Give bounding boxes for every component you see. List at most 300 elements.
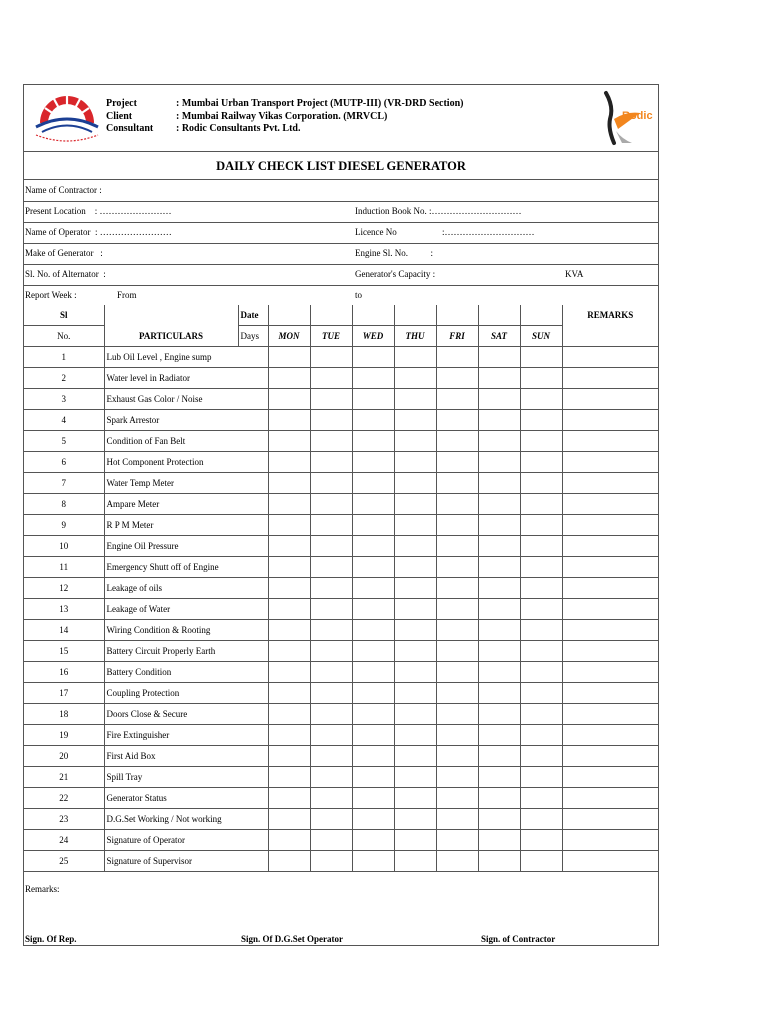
check-cell[interactable]: [268, 536, 310, 557]
check-cell[interactable]: [268, 767, 310, 788]
check-cell[interactable]: [352, 788, 394, 809]
check-cell[interactable]: [310, 494, 352, 515]
check-cell[interactable]: [520, 851, 562, 872]
check-cell[interactable]: [310, 473, 352, 494]
check-cell[interactable]: [478, 641, 520, 662]
check-cell[interactable]: [436, 368, 478, 389]
check-cell[interactable]: [436, 452, 478, 473]
check-cell[interactable]: [352, 431, 394, 452]
mrvc-logo-icon: [28, 89, 106, 147]
check-cell[interactable]: [310, 368, 352, 389]
check-cell[interactable]: [310, 347, 352, 368]
check-cell[interactable]: [520, 473, 562, 494]
check-cell[interactable]: [436, 851, 478, 872]
check-cell[interactable]: [352, 746, 394, 767]
check-cell[interactable]: [268, 515, 310, 536]
check-cell[interactable]: [352, 452, 394, 473]
check-cell[interactable]: [520, 494, 562, 515]
days-header: Days: [238, 326, 268, 347]
row-particular: Engine Oil Pressure: [104, 536, 268, 557]
check-cell[interactable]: [268, 452, 310, 473]
table-row: [24, 578, 658, 599]
sign-operator-line: [238, 945, 396, 946]
row-particular: Battery Circuit Properly Earth: [104, 641, 268, 662]
check-cell[interactable]: [436, 641, 478, 662]
project-label: Project: [106, 98, 137, 109]
check-cell[interactable]: [520, 620, 562, 641]
info-row-contractor: [24, 180, 658, 202]
check-cell[interactable]: [436, 599, 478, 620]
row-number: 25: [24, 851, 104, 872]
check-cell[interactable]: [520, 431, 562, 452]
check-cell[interactable]: [478, 767, 520, 788]
check-cell[interactable]: [436, 746, 478, 767]
check-cell[interactable]: [394, 683, 436, 704]
row-particular: Emergency Shutt off of Engine: [104, 557, 268, 578]
client-label: Client: [106, 110, 133, 122]
row-particular: Leakage of oils: [104, 578, 268, 599]
check-cell[interactable]: [352, 494, 394, 515]
check-cell[interactable]: [352, 641, 394, 662]
check-cell[interactable]: [394, 431, 436, 452]
check-cell[interactable]: [352, 851, 394, 872]
day-tue: TUE: [310, 326, 352, 347]
row-remarks-cell[interactable]: [562, 410, 658, 431]
check-cell[interactable]: [478, 494, 520, 515]
check-cell[interactable]: [352, 683, 394, 704]
check-cell[interactable]: [478, 620, 520, 641]
check-cell[interactable]: [352, 725, 394, 746]
check-cell[interactable]: [478, 536, 520, 557]
table-row: [24, 662, 658, 683]
day-mon: MON: [268, 326, 310, 347]
check-cell[interactable]: [310, 410, 352, 431]
table-row: [24, 683, 658, 704]
day-sat: SAT: [478, 326, 520, 347]
check-cell[interactable]: [394, 473, 436, 494]
table-row: [24, 620, 658, 641]
table-row: [24, 641, 658, 662]
check-cell[interactable]: [436, 662, 478, 683]
check-cell[interactable]: [310, 662, 352, 683]
check-cell[interactable]: [394, 452, 436, 473]
sl-no-header: No.: [24, 326, 104, 347]
check-cell[interactable]: [478, 725, 520, 746]
check-cell[interactable]: [268, 704, 310, 725]
check-cell[interactable]: [310, 746, 352, 767]
sign-rep-label: Sign. Of Rep.: [25, 934, 77, 944]
row-number: 1: [24, 347, 104, 368]
check-cell[interactable]: [436, 620, 478, 641]
row-particular: First Aid Box: [104, 746, 268, 767]
day-sun: SUN: [520, 326, 562, 347]
consultant-value: : Rodic Consultants Pvt. Ltd.: [176, 123, 301, 134]
row-number: 15: [24, 641, 104, 662]
check-cell[interactable]: [394, 557, 436, 578]
client-value: : Mumbai Railway Vikas Corporation. (MRVCL): [176, 110, 388, 122]
row-particular: Fire Extinguisher: [104, 725, 268, 746]
row-remarks-cell[interactable]: [562, 704, 658, 725]
check-cell[interactable]: [310, 851, 352, 872]
check-cell[interactable]: [520, 536, 562, 557]
table-row: [24, 347, 658, 368]
row-remarks-cell[interactable]: [562, 662, 658, 683]
check-cell[interactable]: [436, 557, 478, 578]
check-cell[interactable]: [478, 809, 520, 830]
row-number: 3: [24, 389, 104, 410]
check-cell[interactable]: [394, 515, 436, 536]
check-cell[interactable]: [520, 557, 562, 578]
table-row: [24, 599, 658, 620]
capacity-label: Generator's Capacity :: [355, 269, 436, 279]
engine-sl-field: Engine Sl. No. :: [355, 248, 433, 258]
check-cell[interactable]: [268, 473, 310, 494]
check-cell[interactable]: [268, 410, 310, 431]
check-cell[interactable]: [352, 599, 394, 620]
check-cell[interactable]: [310, 515, 352, 536]
check-cell[interactable]: [352, 620, 394, 641]
capacity-unit: KVA: [565, 269, 584, 279]
generator-make-field: Make of Generator :: [25, 248, 103, 258]
check-cell[interactable]: [352, 473, 394, 494]
check-cell[interactable]: [352, 368, 394, 389]
check-cell[interactable]: [352, 389, 394, 410]
check-cell[interactable]: [478, 683, 520, 704]
check-cell[interactable]: [310, 767, 352, 788]
check-cell[interactable]: [520, 809, 562, 830]
row-remarks-cell[interactable]: [562, 830, 658, 851]
check-cell[interactable]: [310, 788, 352, 809]
row-number: 18: [24, 704, 104, 725]
row-particular: Generator Status: [104, 788, 268, 809]
check-cell[interactable]: [394, 788, 436, 809]
check-cell[interactable]: [478, 557, 520, 578]
check-cell[interactable]: [520, 410, 562, 431]
check-cell[interactable]: [394, 809, 436, 830]
check-cell[interactable]: [310, 641, 352, 662]
row-particular: Hot Component Protection: [104, 452, 268, 473]
remarks-label: Remarks:: [25, 884, 60, 894]
sign-contractor-label: Sign. of Contractor: [481, 934, 556, 944]
row-remarks-cell[interactable]: [562, 851, 658, 872]
check-cell[interactable]: [436, 809, 478, 830]
row-number: 8: [24, 494, 104, 515]
check-cell[interactable]: [520, 830, 562, 851]
row-particular: Coupling Protection: [104, 683, 268, 704]
info-row-week: [24, 285, 658, 306]
check-cell[interactable]: [394, 347, 436, 368]
check-cell[interactable]: [268, 494, 310, 515]
check-cell[interactable]: [352, 809, 394, 830]
check-cell[interactable]: [352, 515, 394, 536]
check-cell[interactable]: [268, 599, 310, 620]
check-cell[interactable]: [436, 725, 478, 746]
check-cell[interactable]: [268, 809, 310, 830]
day-wed: WED: [352, 326, 394, 347]
licence-value: :…………………………: [442, 227, 535, 237]
particulars-header: PARTICULARS: [104, 326, 238, 347]
check-cell[interactable]: [520, 599, 562, 620]
row-remarks-cell[interactable]: [562, 599, 658, 620]
check-cell[interactable]: [352, 536, 394, 557]
row-remarks-cell[interactable]: [562, 557, 658, 578]
document-title: DAILY CHECK LIST DIESEL GENERATOR: [24, 151, 658, 180]
check-cell[interactable]: [520, 704, 562, 725]
check-cell[interactable]: [268, 347, 310, 368]
check-cell[interactable]: [520, 641, 562, 662]
info-row-alternator: [24, 264, 658, 286]
check-cell[interactable]: [268, 725, 310, 746]
row-number: 6: [24, 452, 104, 473]
check-cell[interactable]: [352, 662, 394, 683]
check-cell[interactable]: [310, 683, 352, 704]
check-cell[interactable]: [268, 557, 310, 578]
check-cell[interactable]: [394, 830, 436, 851]
check-cell[interactable]: [394, 620, 436, 641]
row-number: 21: [24, 767, 104, 788]
check-cell[interactable]: [310, 536, 352, 557]
row-number: 9: [24, 515, 104, 536]
check-cell[interactable]: [394, 704, 436, 725]
check-cell[interactable]: [352, 557, 394, 578]
check-cell[interactable]: [478, 662, 520, 683]
check-cell[interactable]: [478, 578, 520, 599]
check-cell[interactable]: [520, 347, 562, 368]
check-cell[interactable]: [436, 473, 478, 494]
check-cell[interactable]: [394, 725, 436, 746]
row-remarks-cell[interactable]: [562, 641, 658, 662]
table-row: [24, 494, 658, 515]
check-cell[interactable]: [268, 683, 310, 704]
check-cell[interactable]: [268, 788, 310, 809]
report-week-from: From: [117, 290, 137, 300]
check-cell[interactable]: [394, 368, 436, 389]
check-cell[interactable]: [394, 410, 436, 431]
check-cell[interactable]: [268, 389, 310, 410]
check-cell[interactable]: [436, 410, 478, 431]
row-number: 17: [24, 683, 104, 704]
check-cell[interactable]: [478, 515, 520, 536]
row-remarks-cell[interactable]: [562, 767, 658, 788]
row-remarks-cell[interactable]: [562, 725, 658, 746]
check-cell[interactable]: [436, 830, 478, 851]
check-cell[interactable]: [520, 788, 562, 809]
row-number: 10: [24, 536, 104, 557]
row-remarks-cell[interactable]: [562, 431, 658, 452]
check-cell[interactable]: [310, 389, 352, 410]
check-cell[interactable]: [268, 641, 310, 662]
row-remarks-cell[interactable]: [562, 473, 658, 494]
alternator-sl-field: Sl. No. of Alternator :: [25, 269, 106, 279]
row-number: 2: [24, 368, 104, 389]
check-cell[interactable]: [478, 452, 520, 473]
row-number: 4: [24, 410, 104, 431]
check-cell[interactable]: [478, 389, 520, 410]
check-cell[interactable]: [352, 410, 394, 431]
check-cell[interactable]: [478, 410, 520, 431]
check-cell[interactable]: [310, 452, 352, 473]
row-remarks-cell[interactable]: [562, 389, 658, 410]
check-cell[interactable]: [478, 368, 520, 389]
info-row-location: [24, 201, 658, 223]
row-remarks-cell[interactable]: [562, 809, 658, 830]
check-cell[interactable]: [310, 809, 352, 830]
row-particular: Spill Tray: [104, 767, 268, 788]
check-cell[interactable]: [436, 788, 478, 809]
check-cell[interactable]: [436, 704, 478, 725]
check-cell[interactable]: [352, 578, 394, 599]
row-number: 23: [24, 809, 104, 830]
row-particular: Battery Condition: [104, 662, 268, 683]
row-number: 22: [24, 788, 104, 809]
project-value: : Mumbai Urban Transport Project (MUTP-III) (VR-DRD Section): [176, 98, 464, 109]
row-particular: Signature of Supervisor: [104, 851, 268, 872]
check-cell[interactable]: [478, 704, 520, 725]
check-cell[interactable]: [268, 578, 310, 599]
check-cell[interactable]: [436, 389, 478, 410]
row-remarks-cell[interactable]: [562, 746, 658, 767]
row-particular: Signature of Operator: [104, 830, 268, 851]
table-row: [24, 452, 658, 473]
row-number: 5: [24, 431, 104, 452]
checklist-rows: [24, 347, 658, 872]
row-number: 13: [24, 599, 104, 620]
check-cell[interactable]: [310, 578, 352, 599]
row-remarks-cell[interactable]: [562, 452, 658, 473]
check-cell[interactable]: [394, 662, 436, 683]
check-cell[interactable]: [478, 473, 520, 494]
check-cell[interactable]: [478, 347, 520, 368]
row-particular: Water Temp Meter: [104, 473, 268, 494]
check-cell[interactable]: [310, 620, 352, 641]
check-cell[interactable]: [352, 767, 394, 788]
document-header: [24, 85, 658, 152]
check-cell[interactable]: [394, 767, 436, 788]
check-cell[interactable]: [478, 431, 520, 452]
check-cell[interactable]: [436, 536, 478, 557]
check-cell[interactable]: [478, 788, 520, 809]
check-cell[interactable]: [478, 599, 520, 620]
row-number: 12: [24, 578, 104, 599]
check-cell[interactable]: [310, 557, 352, 578]
check-cell[interactable]: [394, 494, 436, 515]
check-cell[interactable]: [268, 368, 310, 389]
check-cell[interactable]: [478, 851, 520, 872]
row-particular: D.G.Set Working / Not working: [104, 809, 268, 830]
contractor-field: Name of Contractor :: [25, 185, 102, 195]
check-cell[interactable]: [520, 683, 562, 704]
sl-header: Sl: [24, 305, 104, 326]
row-remarks-cell[interactable]: [562, 494, 658, 515]
check-cell[interactable]: [394, 389, 436, 410]
check-cell[interactable]: [352, 347, 394, 368]
table-row: [24, 725, 658, 746]
licence-label: Licence No: [355, 227, 397, 237]
table-row: [24, 389, 658, 410]
check-cell[interactable]: [310, 830, 352, 851]
check-cell[interactable]: [520, 452, 562, 473]
check-cell[interactable]: [394, 599, 436, 620]
check-cell[interactable]: [394, 536, 436, 557]
row-remarks-cell[interactable]: [562, 578, 658, 599]
check-cell[interactable]: [268, 830, 310, 851]
check-cell[interactable]: [310, 725, 352, 746]
check-cell[interactable]: [394, 578, 436, 599]
check-cell[interactable]: [478, 830, 520, 851]
check-cell[interactable]: [520, 746, 562, 767]
day-fri: FRI: [436, 326, 478, 347]
check-cell[interactable]: [394, 851, 436, 872]
check-cell[interactable]: [520, 368, 562, 389]
check-cell[interactable]: [268, 662, 310, 683]
check-cell[interactable]: [352, 704, 394, 725]
checklist-sheet: [23, 84, 659, 946]
check-cell[interactable]: [520, 578, 562, 599]
check-cell[interactable]: [520, 515, 562, 536]
check-cell[interactable]: [520, 662, 562, 683]
sign-operator-label: Sign. Of D.G.Set Operator: [241, 934, 343, 944]
table-row: [24, 788, 658, 809]
check-cell[interactable]: [352, 830, 394, 851]
table-row: [24, 410, 658, 431]
row-remarks-cell[interactable]: [562, 536, 658, 557]
check-cell[interactable]: [268, 746, 310, 767]
table-row: [24, 746, 658, 767]
check-cell[interactable]: [436, 683, 478, 704]
check-cell[interactable]: [268, 431, 310, 452]
row-particular: Wiring Condition & Rooting: [104, 620, 268, 641]
row-remarks-cell[interactable]: [562, 788, 658, 809]
check-cell[interactable]: [268, 851, 310, 872]
report-week-to: to: [355, 290, 363, 300]
check-cell[interactable]: [436, 515, 478, 536]
check-cell[interactable]: [268, 620, 310, 641]
check-cell[interactable]: [394, 641, 436, 662]
check-cell[interactable]: [436, 431, 478, 452]
check-cell[interactable]: [310, 431, 352, 452]
table-header-row-2: [24, 326, 658, 347]
table-row: [24, 851, 658, 872]
check-cell[interactable]: [436, 494, 478, 515]
row-particular: Water level in Radiator: [104, 368, 268, 389]
report-week-label: Report Week :: [25, 290, 77, 300]
table-row: [24, 830, 658, 851]
day-thu: THU: [394, 326, 436, 347]
row-remarks-cell[interactable]: [562, 620, 658, 641]
check-cell[interactable]: [436, 767, 478, 788]
check-cell[interactable]: [520, 725, 562, 746]
row-number: 14: [24, 620, 104, 641]
row-remarks-cell[interactable]: [562, 347, 658, 368]
check-cell[interactable]: [520, 767, 562, 788]
row-number: 11: [24, 557, 104, 578]
check-cell[interactable]: [310, 599, 352, 620]
row-remarks-cell[interactable]: [562, 515, 658, 536]
check-cell[interactable]: [520, 389, 562, 410]
check-cell[interactable]: [310, 704, 352, 725]
check-cell[interactable]: [394, 746, 436, 767]
info-row-generator: [24, 243, 658, 265]
row-particular: Ampare Meter: [104, 494, 268, 515]
row-remarks-cell[interactable]: [562, 368, 658, 389]
table-row: [24, 473, 658, 494]
project-details: [106, 98, 463, 136]
row-number: 20: [24, 746, 104, 767]
check-cell[interactable]: [478, 746, 520, 767]
check-cell[interactable]: [436, 578, 478, 599]
row-remarks-cell[interactable]: [562, 683, 658, 704]
check-cell[interactable]: [436, 347, 478, 368]
